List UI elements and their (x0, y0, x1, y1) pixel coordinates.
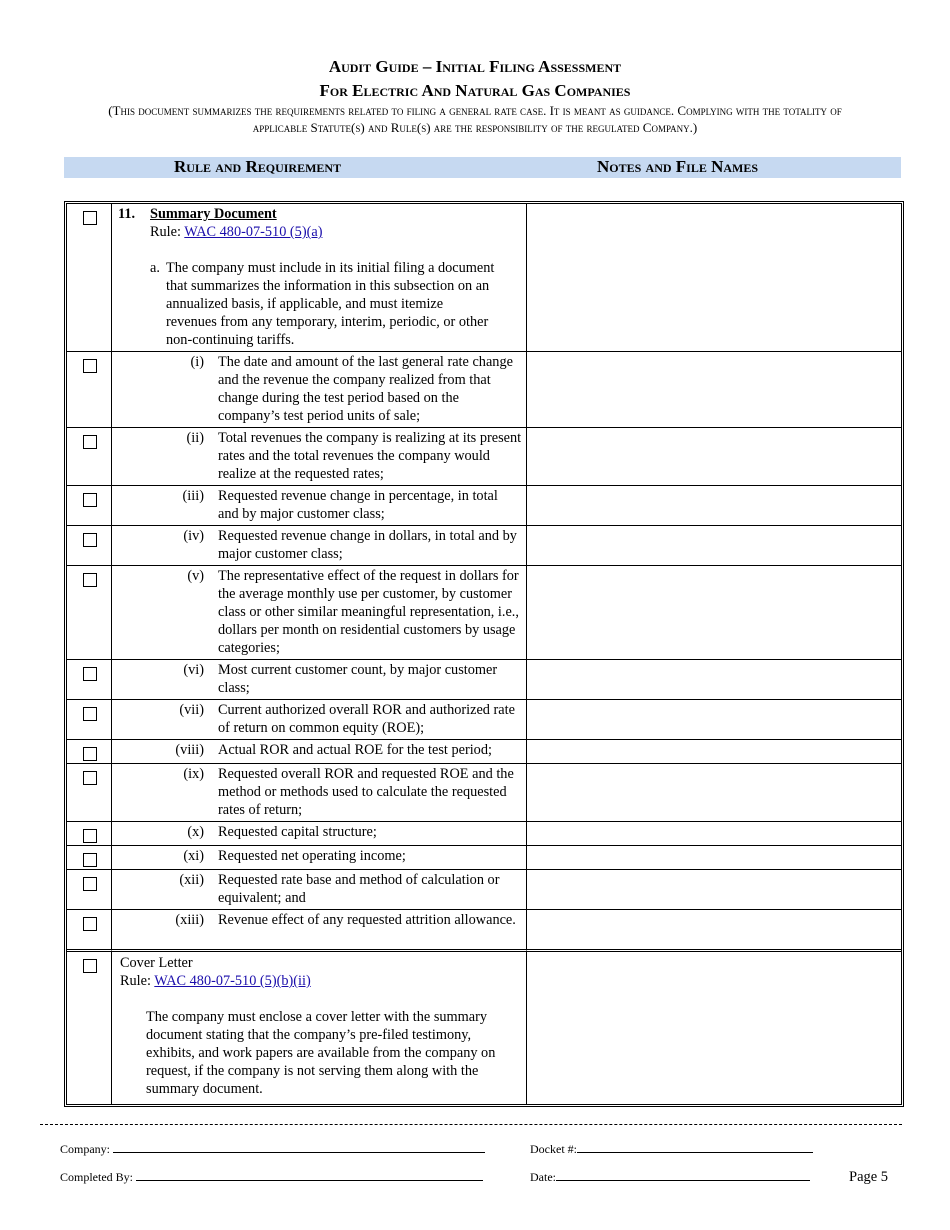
cover-text: The company must enclose a cover letter with the summary document stating that the company’s pre-filed testimony, exhibits, and work papers are available from the company on request, if the company is not serving them along with the summary document. (146, 1009, 496, 1097)
table-row-cover-letter (67, 952, 901, 1104)
checkbox[interactable] (83, 435, 97, 449)
item-number: (vi) (183, 662, 204, 678)
rule-link[interactable]: WAC 480-07-510 (5)(a) (184, 224, 323, 240)
item-text: Requested revenue change in percentage, in total and by major customer class; (218, 488, 498, 522)
table-row-section-11 (67, 204, 901, 352)
company-line[interactable] (113, 1140, 485, 1153)
notes-cell[interactable] (527, 204, 901, 352)
notes-cell[interactable] (527, 910, 901, 952)
item-text: Most current customer count, by major customer class; (218, 662, 498, 696)
item-number: (i) (190, 354, 204, 370)
item-number: (iv) (183, 528, 204, 544)
company-field[interactable] (60, 1140, 485, 1157)
item-number: (vii) (179, 702, 204, 718)
table-row (67, 910, 901, 952)
table-row (67, 660, 901, 700)
document-title: Audit Guide – Initial Filing Assessment (328, 57, 622, 76)
item-text: Requested rate base and method of calculation or equivalent; and (218, 872, 500, 906)
item-text: Requested overall ROR and requested ROE and the method or methods used to calculate the requested rates of return; (218, 766, 514, 818)
item-text: Requested revenue change in dollars, in total and by major customer class; (218, 528, 517, 562)
notes-cell[interactable] (527, 486, 901, 526)
table-row (67, 870, 901, 910)
item-text: Current authorized overall ROR and authorized rate of return on common equity (ROE); (218, 702, 515, 736)
checkbox[interactable] (83, 573, 97, 587)
page-number: Page 5 (849, 1169, 889, 1185)
rule-link[interactable]: WAC 480-07-510 (5)(b)(ii) (154, 973, 311, 989)
footer-divider (40, 1124, 902, 1125)
docket-label: Docket #: (530, 1142, 577, 1156)
cover-title: Cover Letter (120, 955, 193, 971)
table-row (67, 740, 901, 764)
table-row (67, 566, 901, 660)
para-text: The company must include in its initial filing a document that summarizes the information in this subsection on an annualized basis, if applicable, and must itemize revenues from any temporary, interim, periodic, or other non-continuing tariffs. (166, 260, 495, 348)
checkbox[interactable] (83, 533, 97, 547)
table-row (67, 700, 901, 740)
checkbox[interactable] (83, 829, 97, 843)
completed-by-line[interactable] (136, 1168, 483, 1181)
table-row (67, 822, 901, 846)
date-field[interactable] (530, 1168, 810, 1185)
section-title: Summary Document (150, 206, 277, 222)
item-number: (xiii) (175, 912, 204, 928)
item-number: (iii) (182, 488, 204, 504)
document-description: (This document summarizes the requirements related to filing a general rate case. It is meant as guidance. Complying with the totality of applicable Statute(s) and Rule(s) are the responsibility of the regulated Company.) (108, 103, 842, 135)
checkbox[interactable] (83, 211, 97, 225)
checkbox[interactable] (83, 359, 97, 373)
company-label: Company: (60, 1142, 110, 1156)
item-text: Actual ROR and actual ROE for the test period; (218, 742, 492, 758)
checkbox[interactable] (83, 959, 97, 973)
requirements-table (64, 201, 904, 1107)
notes-cell[interactable] (527, 700, 901, 740)
table-row (67, 846, 901, 870)
notes-cell[interactable] (527, 764, 901, 822)
column-header-band (64, 157, 901, 178)
checkbox[interactable] (83, 917, 97, 931)
notes-cell[interactable] (527, 952, 901, 1104)
date-line[interactable] (556, 1168, 810, 1181)
para-label: a. (150, 260, 160, 276)
column-header-rule: Rule and Requirement (174, 157, 342, 176)
table-row (67, 526, 901, 566)
notes-cell[interactable] (527, 740, 901, 764)
notes-cell[interactable] (527, 870, 901, 910)
checkbox[interactable] (83, 493, 97, 507)
notes-cell[interactable] (527, 566, 901, 660)
checkbox[interactable] (83, 667, 97, 681)
date-label: Date: (530, 1170, 556, 1184)
item-text: The date and amount of the last general rate change and the revenue the company realized from that change during the test period based on the company’s test period units of sale; (218, 354, 513, 424)
notes-cell[interactable] (527, 428, 901, 486)
completed-by-field[interactable] (60, 1168, 483, 1185)
item-number: (v) (187, 568, 204, 584)
document-subtitle-title: For Electric And Natural Gas Companies (319, 81, 631, 100)
item-text: Requested capital structure; (218, 824, 377, 840)
notes-cell[interactable] (527, 846, 901, 870)
item-number: (ii) (186, 430, 204, 446)
item-number: (xii) (179, 872, 204, 888)
docket-line[interactable] (577, 1140, 813, 1153)
rule-label: Rule: (120, 973, 155, 989)
notes-cell[interactable] (527, 526, 901, 566)
notes-cell[interactable] (527, 822, 901, 846)
table-row (67, 764, 901, 822)
checkbox[interactable] (83, 771, 97, 785)
section-number: 11. (118, 206, 136, 222)
column-header-notes: Notes and File Names (597, 157, 759, 176)
item-text: Requested net operating income; (218, 848, 406, 864)
checkbox[interactable] (83, 747, 97, 761)
item-text: Revenue effect of any requested attrition allowance. (218, 912, 516, 928)
docket-field[interactable] (530, 1140, 813, 1157)
notes-cell[interactable] (527, 660, 901, 700)
completed-by-label: Completed By: (60, 1170, 133, 1184)
item-number: (viii) (175, 742, 204, 758)
table-row (67, 486, 901, 526)
table-row (67, 428, 901, 486)
checkbox[interactable] (83, 707, 97, 721)
notes-cell[interactable] (527, 352, 901, 428)
item-text: The representative effect of the request in dollars for the average monthly use per customer, by customer class or other similar meaningful representation, i.e., dollars per month on residential customers by usage categories; (218, 568, 519, 656)
table-row (67, 352, 901, 428)
item-text: Total revenues the company is realizing at its present rates and the total revenues the company would realize at the requested rates; (218, 430, 522, 482)
rule-label: Rule: (150, 224, 185, 240)
checkbox[interactable] (83, 877, 97, 891)
item-number: (x) (187, 824, 204, 840)
item-number: (xi) (183, 848, 204, 864)
item-number: (ix) (183, 766, 204, 782)
checkbox[interactable] (83, 853, 97, 867)
